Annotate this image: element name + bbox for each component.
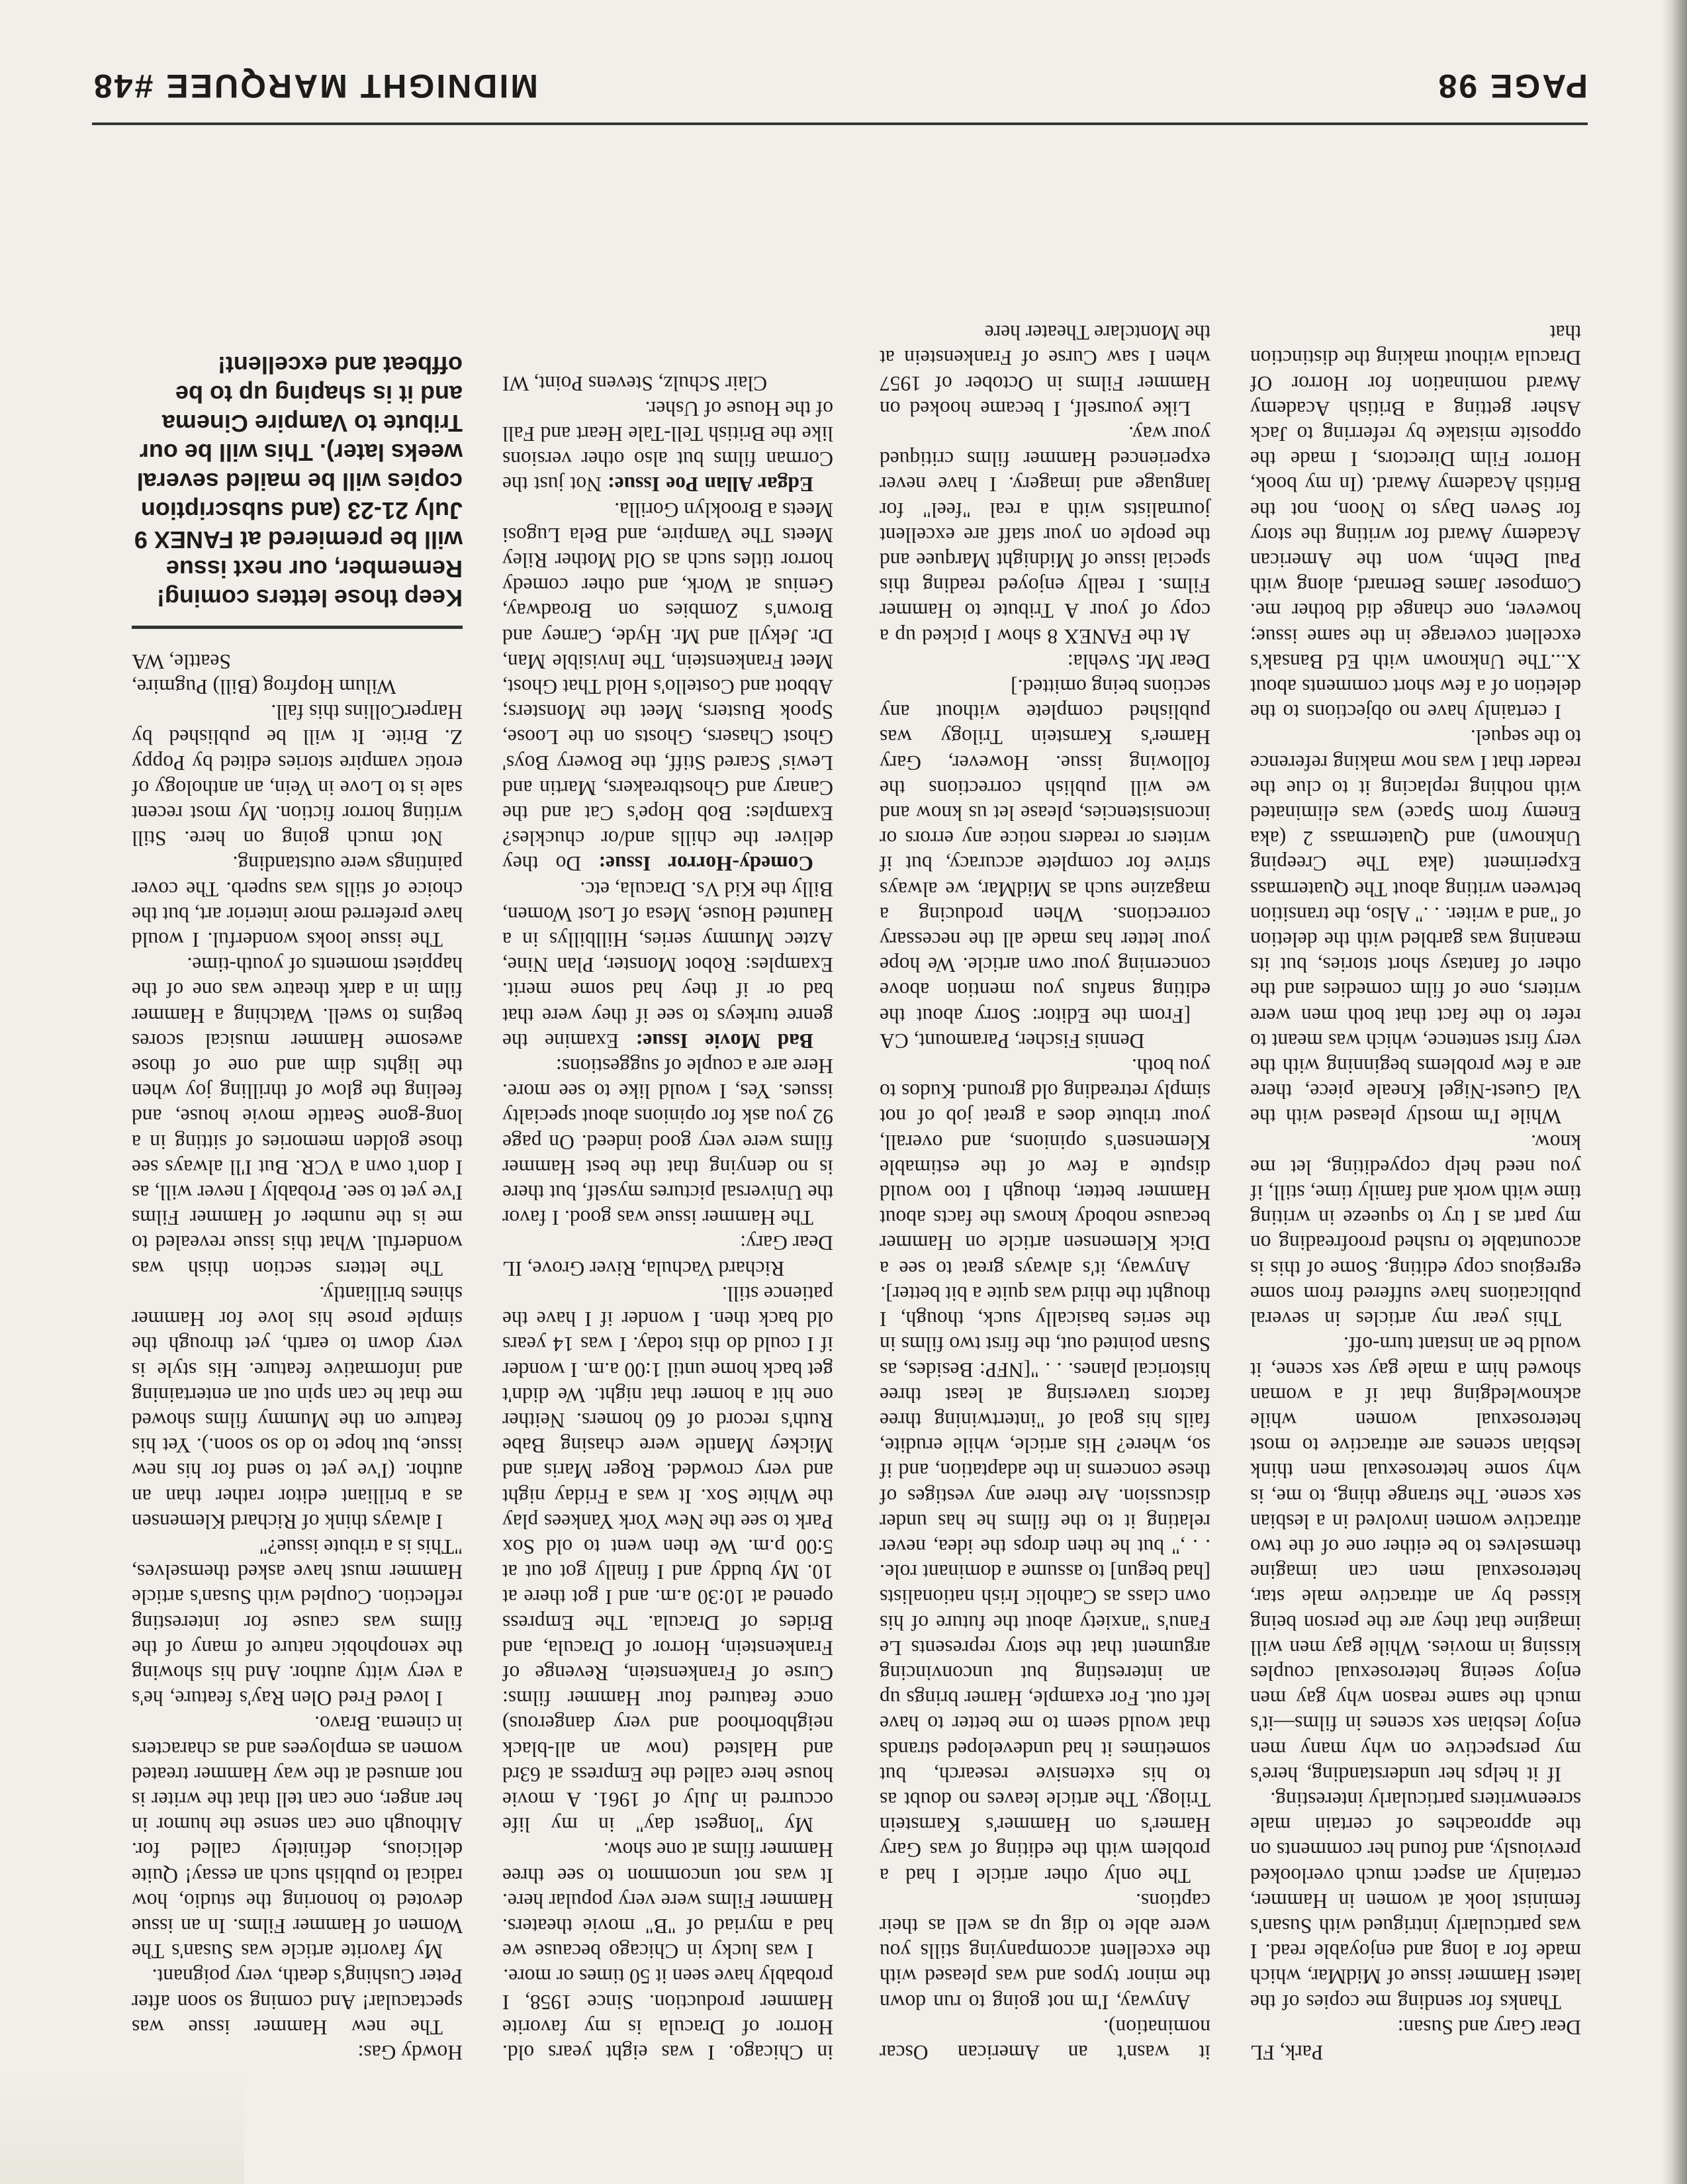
editor-reply: [From the Editor: Sorry about the editing snafus you mention above concerning your own article. We hope your letter has made all the necessary corrections. When producing a magazine such as MidMar, we always strive for complete accuracy, but if writers or readers notice any errors or inconsistencies, please let us know and we will publish corrections the following issue. However, Gary Harner's Karnstein Trilogy was published complete without any sections being omitted.] [880, 675, 1210, 1027]
letter-signature: Park, FL [1250, 2041, 1324, 2064]
paragraph: Like yourself, I became hooked on Hammer Films in October of 1957 when I saw Curse of Frankenstein at the Montclare Theater here [880, 321, 1210, 420]
letter-salutation: Howdy Gas: [357, 2041, 463, 2064]
page-number: PAGE 98 [1436, 68, 1588, 105]
paragraph [502, 396, 833, 497]
paper-stain [0, 2065, 244, 2184]
paragraph: My favorite article was Susan's The Women of Hammer Films. In an issue devoted to honoring the studio, how radical to publish such an essay! Quite delicious, definitely called for. Although one can sense the humor in her anger, one can tell that the writer is not amused at the way Hammer treated women as employees and as characters in cinema. Bravo. [132, 1712, 463, 1964]
paragraph [502, 497, 833, 876]
page-header [92, 52, 1588, 105]
paragraph: Thanks for sending me copies of the latest Hammer issue of MidMar, which made for a long and enjoyable read. I was particularly intrigued with Susan's feminist look at women in Hammer, certainly an aspect much overlooked previously, and found her comments on the approaches of certain male screenwriters particularly interesting. [1250, 1787, 1581, 2014]
column-2 [880, 145, 1210, 2065]
paragraph: At the FANEX 8 show I picked up a copy of your A Tribute to Hammer Films. I really enjoyed reading this special issue of Midnight Marquee and the people on your staff are excellent journalists with a real "feel" for language and imagery. I have never experienced Hammer films critiqued your way. [880, 422, 1210, 648]
column-4 [132, 145, 463, 2065]
paragraph: in Chicago. I was eight years old. Horror of Dracula is my favorite Hammer production. Since 1958, I probably have seen it 50 times or more. [502, 1965, 833, 2064]
header-rule [92, 122, 1588, 125]
paragraph [502, 876, 833, 1053]
suggestion-text: Not just the Corman films but also other versions like the British Tell-Tale Heart and Fall of the House of Usher. [502, 397, 833, 497]
paragraph: The only other article I had a problem with the editing of was Gary Harner's on Hammer's Karnstein Trilogy. The article leaves no doubt as to his extensive research, but sometimes it had undeveloped strands that would seem to me better to have left out. For example, Harner brings up an interesting but unconvincing argument that the story represents Le Fanu's "anxiety about the future of his own class as Catholic Irish nationalists [had begun] to assume a dominant role. . . ," but he then drops the idea, never relating it to the films he has under discussion. Are there any vestiges of these concerns in the adaptation, and if so, where? His article, while erudite, fails his goal of "intertwining three factors traversing at least three historical planes. . . "[NFP: Besides, as Susan pointed out, the first two films in the series basically suck, though, I thought the third was quite a bit better]. [880, 1282, 1210, 1887]
publication-title: MIDNIGHT MARQUEE #48 [92, 68, 538, 105]
paragraph: While I'm mostly pleased with the Val Guest-Nigel Kneale piece, there are a few problems beginning with the very first sentence, which was meant to refer to the fact that both men were writers, one of film comedies and the other of fantasy short stories, but its meaning was garbled with the deletion of "and a writer. . ." Also, the transition between writing about The Quatermass Experiment (aka The Creeping Unknown) and Quatermass 2 (aka Enemy from Space) was eliminated with nothing replacing it to clue the reader that I was now making reference to the sequel. [1250, 726, 1581, 1129]
paragraph: I certainly have no objections to the deletion of a few short comments about X...The Unknown with Ed Bansak's excellent coverage in the same issue; however, one change did bother me. Composer James Bernard, along with Paul Dehn, won the American Academy Award for writing the story for Seven Days to Noon, not the British Academy Award. (In my book, Horror Film Directors, I made the opposite mistake by referring to Jack Asher getting a British Academy Award nomination for Horror Of Dracula without making the distinction that [1250, 321, 1581, 724]
paragraph: If it helps her understanding, here's my perspective on why many men enjoy lesbian sex scenes in films—it's much the same reason why gay men enjoy seeing heterosexual couples kissing in movies. While gay men will imagine that they are the person being kissed by an attractive male star, heterosexual men can imagine themselves to be either one of the two attractive women involved in a lesbian sex scene. The strange thing, to me, is why some heterosexual men think lesbian scenes are attractive to most heterosexual women while acknowledging that if a woman showed him a male gay sex scene, it would be an instant turn-off. [1250, 1333, 1581, 1786]
binding-edge [1662, 0, 1687, 2184]
editorial-note: Keep those letters coming! Remember, our next issue will be premiered at FANEX 9 July 21-23 (and subscription copies will be mailed several weeks later). This will be our Tribute to Vampire Cinema and it is shaping up to be offbeat and excellent! [132, 350, 463, 629]
paragraph: it wasn't an American Oscar nomination). [880, 2015, 1210, 2064]
suggestion-heading: Comedy-Horror Issue: [598, 852, 813, 876]
column-3 [502, 145, 833, 2065]
suggestion-heading: Edgar Allan Poe Issue: [608, 473, 813, 497]
paragraph: Anyway, it's always great to see a Dick Klemensen article on Hammer because nobody knows the facts about Hammer better, though I too would dispute a few of the estimable Klemensen's opinions, and overall, your tribute does a great job of not simply retreading old ground. Kudos to you both. [880, 1055, 1210, 1280]
column-1 [1250, 145, 1581, 2065]
paragraph: My "longest day" in my life occurred in July of 1961. A movie house here called the Empress at 63rd and Halsted (now an all-black neighborhood and very dangerous) once featured four Hammer films: Curse of Frankenstein, Revenge of Frankenstein, Horror of Dracula, and Brides of Dracula. The Empress opened at 10:30 a.m. and I got there at 10. My buddy and I finally got out at 5:00 p.m. We then went to old Sox Park to see the New York Yankees play the White Sox. It was a Friday night and very crowded. Roger Maris and Mickey Mantle were chasing Babe Ruth's record of 60 homers. Neither one hit a homer that night. We didn't get back home until 1:00 a.m. I wonder if I could do this today. I was 14 years old back then. I wonder if I have the patience still. [502, 1282, 833, 1837]
letter-signature: Richard Vachula, River Grove, IL [502, 1257, 785, 1280]
paragraph: Anyway, I'm not going to run down the minor typos and was pleased with the excellent accompanying stills you were able to dig up as well as their captions. [880, 1889, 1210, 2014]
paragraph: The issue looks wonderful. I would have preferred more interior art, but the choice of stills was superb. The cover paintings were outstanding. [132, 852, 463, 952]
suggestion-heading: Bad Movie Issue: [635, 1029, 813, 1053]
letter-salutation: Dear Gary: [740, 1231, 833, 1255]
suggestion-text: Examine the genre turkeys to see if they were that bad or if they had some merit. Examples: Robot Monster, Plan Nine, Aztec Mummy series, Hillbillys in a Haunted House, Mesa of Lost Women, Billy the Kid Vs. Dracula, etc. [502, 877, 833, 1053]
paragraph: I was lucky in Chicago because we had a myriad of "B" movie theaters. Hammer Films were very popular here. It was not uncommon to see three Hammer films at one show. [502, 1838, 833, 1964]
paragraph: The letters section thish was wonderful. What this issue revealed to me is the number of Hammer Films I've yet to see. Probably I never will, as I don't own a VCR. But I'll always see those golden memories of sitting in a long-gone Seattle movie house, and feeling the glow of thrilling joy when the lights dim and one of those awesome Hammer musical scores begins to swell. Watching a Hammer film in a dark theatre was one of the happiest moments of youth-time. [132, 953, 463, 1280]
letter-signature: Dennis Fischer, Paramount, CA [880, 1029, 1145, 1053]
letter-salutation: Dear Mr. Svehla: [1067, 649, 1210, 673]
paragraph: The new Hammer issue was spectacular! And coming so soon after Peter Cushing's death, very poignant. [132, 1965, 463, 2039]
suggestion-text: Do they deliver the chills and/or chuckles? Examples: Bob Hope's Cat and the Canary and Ghostbreakers, Martin and Lewis' Scared Stiff, the Bowery Boys' Ghost Chasers, Ghosts on the Loose, Spook Busters, Meet the Monsters; Abbott and Costello's Hold That Ghost, Meet Frankenstein, The Invisible Man, Dr. Jekyll and Mr. Hyde, Carney and Brown's Zombies on Broadway, Genius at Work, and other comedy horror titles such as Old Mother Riley Meets The Vampire, and Bela Lugosi Meets a Brooklyn Gorilla. [502, 498, 833, 876]
letter-signature: Wilum Hopfrog (Bill) Pugmire, Seattle, WA [132, 649, 396, 699]
paragraph: The Hammer issue was good. I favor the Universal pictures myself, but there is no denying that the best Hammer films were very good indeed. On page 92 you ask for opinions about specialty issues. Yes, I would like to see more. Here are a couple of suggestions: [502, 1055, 833, 1230]
paragraph: Not much going on here. Still writing horror fiction. My most recent sale is to Love in Vein, an anthology of erotic vampire stories edited by Poppy Z. Brite. It will be published by HarperCollins this fall. [132, 700, 463, 851]
paragraph: This year my articles in several publications have suffered from some egregious copy editing. Some of this is accountable to rushed proofreading on my part as I try to squeeze in writing time with work and family time, still, if you need help copyediting, let me know. [1250, 1130, 1581, 1331]
letter-signature: Clair Schulz, Stevens Point, WI [502, 371, 768, 395]
letter-salutation: Dear Gary and Susan: [1397, 2015, 1581, 2039]
paragraph: I always think of Richard Klemensen as a brilliant editor rather than an author. (I've yet to send for his new issue, but hope to do so soon.). Yet his feature on the Mummy films showed me that he can spin out an entertaining and informative feature. His style is very down to earth, yet through the simple prose his love for Hammer shines brilliantly. [132, 1282, 463, 1533]
paragraph: I loved Fred Olen Ray's feature, he's a very witty author. And his showing the xenophobic nature of many of the films was cause for interesting reflection. Coupled with Susan's article Hammer must have asked themselves, "This is a tribute issue?" [132, 1535, 463, 1711]
